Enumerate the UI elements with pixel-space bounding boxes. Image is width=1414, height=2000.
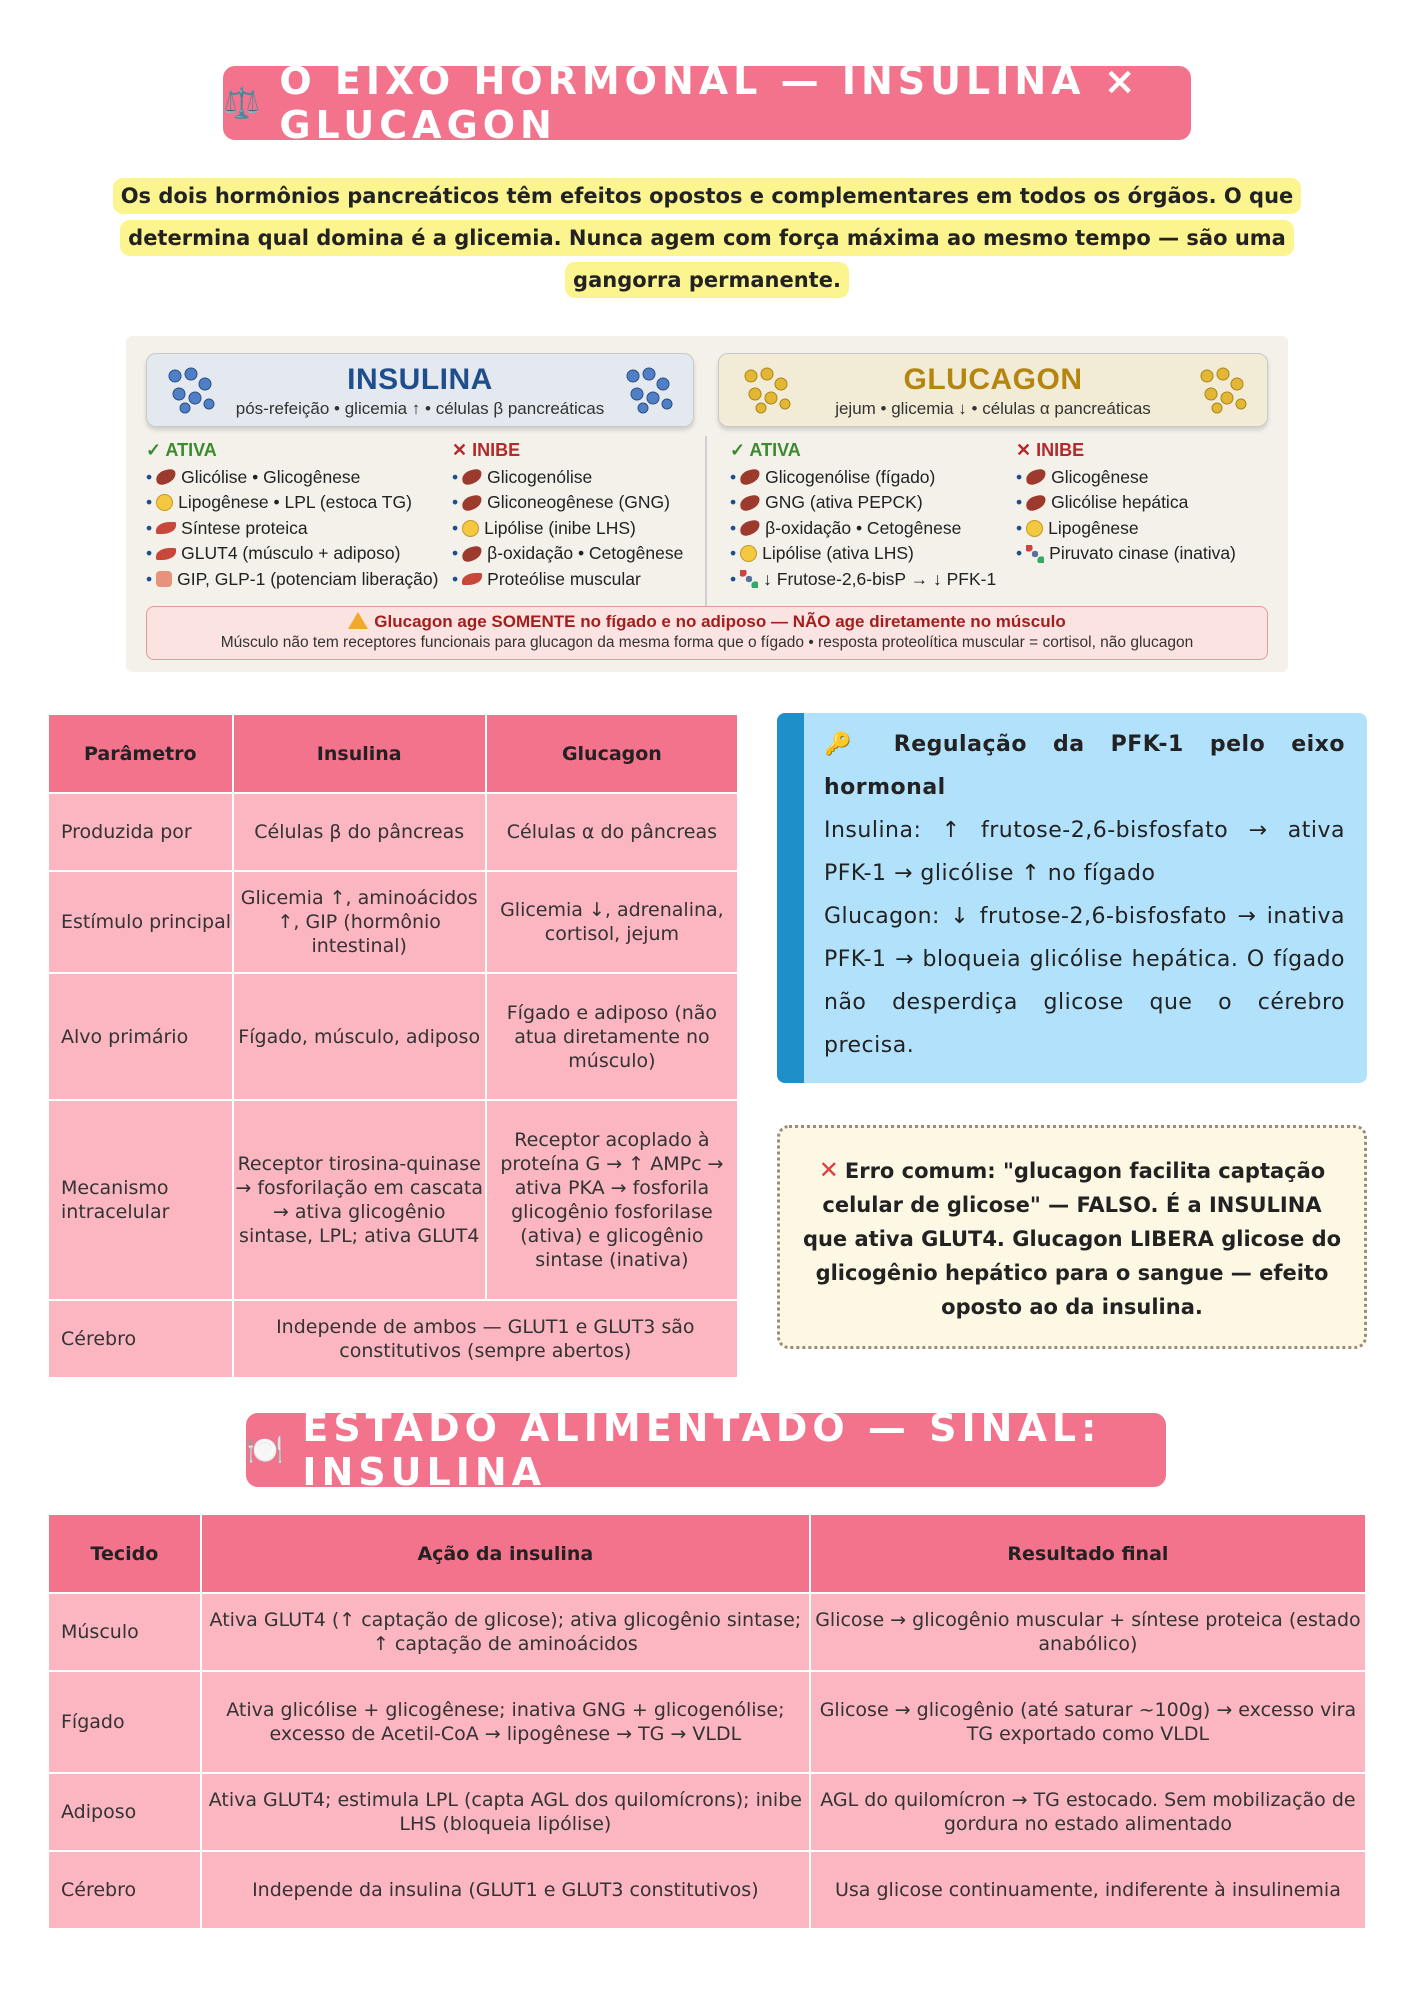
table-row [48,1851,1366,1929]
list-item-label: Lipólise (inibe LHS) [484,517,636,538]
bullet-icon: • [146,568,153,589]
table-cell: Receptor tirosina-quinase → fosforilação em cascata → ativa glicogênio sintase, LPL; ativa GLUT4 [233,1100,486,1300]
table-cell: Usa glicose continuamente, indiferente à insulinemia [810,1851,1366,1929]
list-item-label: Glicólise hepática [1051,492,1189,512]
muscle-icon [156,522,176,534]
bullet-icon: • [730,466,737,487]
column-header: Ação da insulina [201,1514,810,1593]
liver-icon [1025,494,1047,511]
list-item-label: Piruvato cinase (inativa) [1049,543,1236,563]
glucagon-header-box [718,353,1268,427]
insulin-activates-list [146,438,438,592]
intro-text: Os dois hormônios pancreáticos têm efeitos opostos e complementares em todos os órgãos. O que determina qual domina é a glicemia. Nunca agem com força máxima ao mesmo tempo — são uma gangorra permanente. [113,178,1302,298]
list-item-label: β-oxidação • Cetogênese [487,543,684,563]
table-cell: Fígado e adiposo (não atua diretamente no músculo) [486,973,738,1100]
molecule-icon [623,366,675,414]
list-item-label: Glicólise • Glicogênese [181,466,361,487]
list-item [730,567,996,593]
insulin-panel-subtitle: pós-refeição • glicemia ↑ • células β pancreáticas [235,399,605,418]
cross-icon: ✕ [818,1156,839,1184]
bullet-icon: • [730,492,737,512]
table-cell: Glicemia ↑, aminoácidos ↑, GIP (hormônio intestinal) [233,871,486,973]
pfk-insulin-line: Insulina: ↑ frutose-2,6-bisfosfato → ativa PFK-1 → glicólise ↑ no fígado [824,818,1345,886]
list-item [1016,541,1236,567]
insulin-panel-title: INSULINA [347,363,493,396]
fat-icon [1026,520,1043,537]
list-item [452,490,683,516]
table-cell: Cérebro [48,1851,201,1929]
column-header: Tecido [48,1514,201,1593]
list-item-label: Glicogenólise (fígado) [765,466,936,487]
list-item [146,541,438,567]
bullet-icon: • [452,568,459,589]
list-item [146,465,438,491]
table-cell: Ativa glicólise + glicogênese; inativa GNG + glicogenólise; excesso de Acetil-CoA → lipogênese → TG → VLDL [201,1671,810,1773]
bullet-icon: • [1016,492,1023,512]
column-header: Glucagon [486,714,738,793]
table-header-row [48,714,738,793]
intro-highlight [110,175,1304,301]
section-title-banner [223,59,1191,147]
plate-icon: 🍽️ [246,1432,289,1468]
fat-icon [156,494,173,511]
list-item [452,567,683,593]
liver-icon [739,494,761,511]
glucagon-panel-title: GLUCAGON [903,363,1083,396]
table-cell: Estímulo principal [48,871,233,973]
table-cell: Mecanismo intracelular [48,1100,233,1300]
table-cell: Ativa GLUT4; estimula LPL (capta AGL dos quilomícrons); inibe LHS (bloqueia lipólise) [201,1773,810,1851]
fat-icon [740,545,757,562]
bullet-icon: • [146,466,153,487]
bullet-icon: • [730,517,737,538]
muscle-icon [156,548,176,560]
column-header: Insulina [233,714,486,793]
error-text: Erro comum: "glucagon facilita captação celular de glicose" — FALSO. É a INSULINA que ativa GLUT4. Glucagon LIBERA glicose do glicogênio hepático para o sangue — efeito oposto ao da insulina. [802,1159,1342,1319]
list-item-label: GNG (ativa PEPCK) [765,492,923,512]
alert-title: Glucagon age SOMENTE no fígado e no adiposo — NÃO age diretamente no músculo [374,612,1066,631]
list-item [1016,465,1236,491]
liver-icon [155,469,177,486]
list-item-label: Proteólise muscular [487,568,641,589]
table-cell: Fígado [48,1671,201,1773]
list-item [730,490,996,516]
insulin-header-box [146,353,694,427]
fat-icon [462,520,479,537]
list-item [1016,516,1236,542]
glucagon-inhibits-list [1016,438,1236,567]
molecule-icon [741,366,793,414]
list-item [146,516,438,542]
list-item-label: Glicogenólise [487,466,593,487]
list-item-label: GIP, GLP-1 (potenciam liberação) [177,568,439,589]
muscle-icon [462,573,482,585]
liver-icon [461,469,483,486]
bullet-icon: • [146,543,153,563]
fed-state-table [47,1513,1367,1930]
liver-icon [461,494,483,511]
table-cell: Fígado, músculo, adiposo [233,973,486,1100]
molecule-icon [165,366,217,414]
bullet-icon: • [1016,517,1023,538]
list-item [452,541,683,567]
list-item [452,516,683,542]
table-cell: Células α do pâncreas [486,793,738,871]
bullet-icon: • [1016,543,1023,563]
table-cell: Glicemia ↓, adrenalina, cortisol, jejum [486,871,738,973]
list-item-label: β-oxidação • Cetogênese [765,517,962,538]
column-header: Parâmetro [48,714,233,793]
pfk-glucagon-line: Glucagon: ↓ frutose-2,6-bisfosfato → inativa PFK-1 → bloqueia glicólise hepática. O fígado não desperdiça glicose que o cérebro precisa. [824,904,1345,1058]
bullet-icon: • [146,492,153,512]
table-cell: Ativa GLUT4 (↑ captação de glicose); ativa glicogênio sintase; ↑ captação de aminoácidos [201,1593,810,1671]
bullet-icon: • [146,517,153,538]
section-title: O EIXO HORMONAL — INSULINA × GLUCAGON [279,59,1141,147]
table-cell: Músculo [48,1593,201,1671]
enz-icon [740,570,758,588]
scale-icon: ⚖️ [223,85,266,121]
list-item-label: Lipólise (ativa LHS) [762,543,914,563]
bullet-icon: • [452,517,459,538]
glucagon-panel-subtitle: jejum • glicemia ↓ • células α pancreáticas [835,399,1151,418]
table-cell: Adiposo [48,1773,201,1851]
table-cell: Independe de ambos — GLUT1 e GLUT3 são constitutivos (sempre abertos) [233,1300,738,1378]
list-item [730,516,996,542]
common-error-box [777,1125,1367,1349]
list-item [1016,490,1236,516]
pfk-title: Regulação da PFK-1 pelo eixo hormonal [824,732,1345,800]
bullet-icon: • [452,466,459,487]
enz-icon [1026,545,1044,563]
table-cell: Receptor acoplado à proteína G → ↑ AMPc → ativa PKA → fosforila glicogênio fosforilase (ativa) e glicogênio sintase (inativa) [486,1100,738,1300]
list-item [452,465,683,491]
table-cell: Produzida por [48,793,233,871]
molecule-icon [1197,366,1249,414]
column-header: Resultado final [810,1514,1366,1593]
table-cell: Alvo primário [48,973,233,1100]
key-icon: 🔑 [824,732,870,757]
inhibits-heading: ✕ INIBE [452,440,521,460]
gut-icon [156,571,172,587]
section-title: ESTADO ALIMENTADO — SINAL: INSULINA [302,1406,1102,1494]
liver-icon [1025,469,1047,486]
bullet-icon: • [1016,466,1023,487]
table-row [48,793,738,871]
table-cell: AGL do quilomícron → TG estocado. Sem mobilização de gordura no estado alimentado [810,1773,1366,1851]
list-item [730,465,996,491]
bullet-icon: • [452,492,459,512]
activates-heading: ✓ ATIVA [730,440,801,460]
table-row [48,973,738,1100]
list-item-label: Síntese proteica [181,517,308,538]
liver-icon [739,520,761,537]
list-item-label: ↓ Frutose-2,6-bisP → ↓ PFK-1 [763,568,997,589]
table-cell: Glicose → glicogênio (até saturar ~100g) → excesso vira TG exportado como VLDL [810,1671,1366,1773]
table-row [48,1100,738,1300]
liver-icon [739,469,761,486]
inhibits-heading: ✕ INIBE [1016,440,1085,460]
list-item-label: Gliconeogênese (GNG) [487,492,671,512]
insulin-inhibits-list [452,438,683,592]
glucagon-alert [146,606,1268,660]
bullet-icon: • [730,568,737,589]
hormone-comparison-illustration [126,336,1288,672]
warning-icon [348,612,368,629]
bullet-icon: • [452,543,459,563]
table-cell: Glicose → glicogênio muscular + síntese proteica (estado anabólico) [810,1593,1366,1671]
bullet-icon: • [730,543,737,563]
table-row [48,871,738,973]
table-row [48,1671,1366,1773]
pfk-regulation-box [777,713,1367,1083]
panel-divider [705,436,707,606]
list-item-label: Lipogênese [1048,517,1139,538]
table-cell: Cérebro [48,1300,233,1378]
table-cell: Independe da insulina (GLUT1 e GLUT3 constitutivos) [201,1851,810,1929]
section-title-banner [246,1406,1166,1494]
glucagon-activates-list [730,438,996,592]
list-item [146,490,438,516]
list-item-label: Lipogênese • LPL (estoca TG) [178,492,412,512]
table-row [48,1593,1366,1671]
table-row [48,1300,738,1378]
list-item [730,541,996,567]
alert-text: Músculo não tem receptores funcionais para glucagon da mesma forma que o fígado • resposta proteolítica muscular = cortisol, não glucagon [220,634,1194,651]
list-item [146,567,438,593]
comparison-table [47,713,739,1379]
list-item-label: GLUT4 (músculo + adiposo) [181,543,401,563]
activates-heading: ✓ ATIVA [146,440,217,460]
table-cell: Células β do pâncreas [233,793,486,871]
table-header-row [48,1514,1366,1593]
accent-bar [777,713,804,1083]
table-row [48,1773,1366,1851]
liver-icon [461,545,483,562]
list-item-label: Glicogênese [1051,466,1149,487]
